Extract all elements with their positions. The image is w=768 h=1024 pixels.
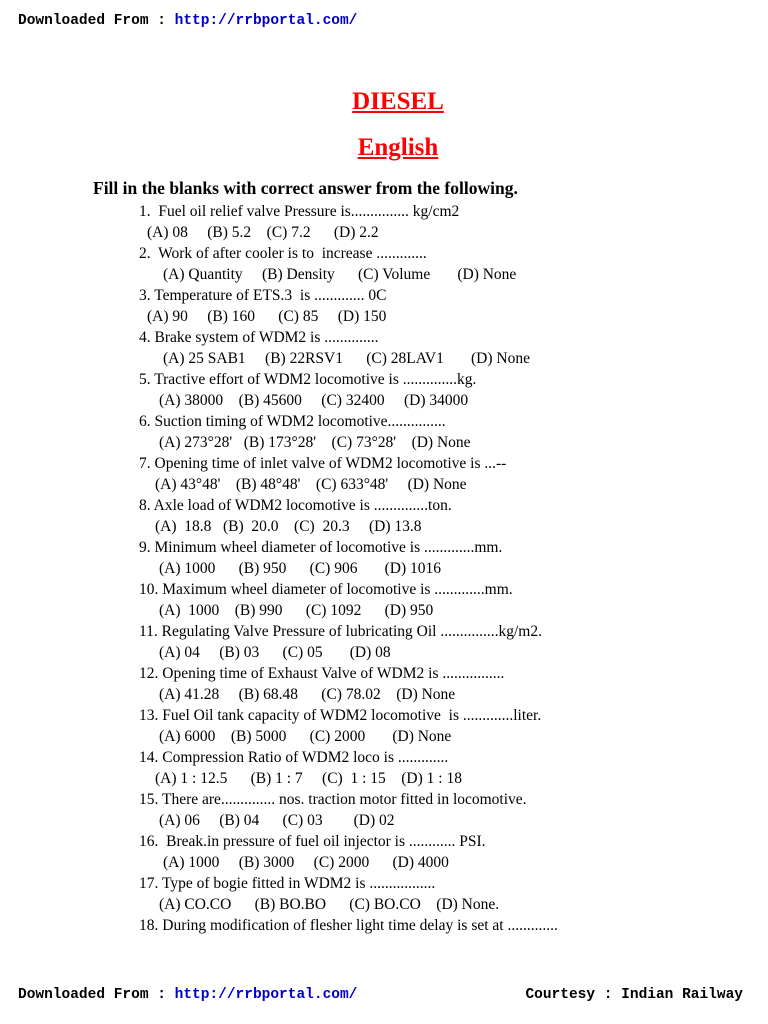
answer-options: (A) 41.28 (B) 68.48 (C) 78.02 (D) None: [159, 686, 456, 703]
answer-options: (A) 273°28' (B) 173°28' (C) 73°28' (D) None: [159, 434, 471, 451]
header-label: Downloaded From :: [18, 13, 175, 29]
question-text: 9. Minimum wheel diameter of locomotive is .............mm.: [139, 539, 503, 556]
answer-options: (A) 1000 (B) 990 (C) 1092 (D) 950: [159, 602, 434, 619]
question-text: 3. Temperature of ETS.3 is ............. 0C: [139, 287, 387, 304]
answer-options: (A) Quantity (B) Density (C) Volume (D) None: [163, 266, 517, 283]
answer-options: (A) 1 : 12.5 (B) 1 : 7 (C) 1 : 15 (D) 1 : 18: [155, 770, 462, 787]
page-footer: [18, 987, 357, 1003]
answer-options: (A) 08 (B) 5.2 (C) 7.2 (D) 2.2: [147, 224, 379, 241]
instruction-heading: Fill in the blanks with correct answer from the following.: [93, 178, 518, 198]
answer-options: (A) 04 (B) 03 (C) 05 (D) 08: [159, 644, 391, 661]
answer-options: (A) 1000 (B) 950 (C) 906 (D) 1016: [159, 560, 441, 577]
question-text: 15. There are.............. nos. traction motor fitted in locomotive.: [139, 791, 527, 808]
question-text: 13. Fuel Oil tank capacity of WDM2 locomotive is .............liter.: [139, 707, 542, 724]
header-url-link[interactable]: http://rrbportal.com/: [174, 13, 358, 29]
page-header: [18, 13, 357, 29]
footer-courtesy: Courtesy : Indian Railway: [525, 987, 743, 1003]
question-text: 18. During modification of flesher light time delay is set at .............: [139, 917, 558, 934]
answer-options: (A) 90 (B) 160 (C) 85 (D) 150: [147, 308, 387, 325]
footer-label: Downloaded From :: [18, 987, 175, 1003]
question-text: 6. Suction timing of WDM2 locomotive...............: [139, 413, 446, 430]
question-text: 14. Compression Ratio of WDM2 loco is .............: [139, 749, 449, 766]
question-text: 12. Opening time of Exhaust Valve of WDM2 is ................: [139, 665, 505, 682]
answer-options: (A) 6000 (B) 5000 (C) 2000 (D) None: [159, 728, 452, 745]
answer-options: (A) 06 (B) 04 (C) 03 (D) 02: [159, 812, 395, 829]
footer-url-link[interactable]: http://rrbportal.com/: [174, 987, 358, 1003]
question-text: 4. Brake system of WDM2 is ..............: [139, 329, 379, 346]
question-text: 8. Axle load of WDM2 locomotive is ..............ton.: [139, 497, 452, 514]
answer-options: (A) 18.8 (B) 20.0 (C) 20.3 (D) 13.8: [155, 518, 422, 535]
answer-options: (A) 25 SAB1 (B) 22RSV1 (C) 28LAV1 (D) None: [163, 350, 530, 367]
question-text: 11. Regulating Valve Pressure of lubricating Oil ...............kg/m2.: [139, 623, 542, 640]
answer-options: (A) 43°48' (B) 48°48' (C) 633°48' (D) None: [155, 476, 467, 493]
question-text: 17. Type of bogie fitted in WDM2 is .................: [139, 875, 436, 892]
question-text: 7. Opening time of inlet valve of WDM2 locomotive is ...--: [139, 455, 507, 472]
question-text: 5. Tractive effort of WDM2 locomotive is ..............kg.: [139, 371, 477, 388]
question-text: 1. Fuel oil relief valve Pressure is............... kg/cm2: [139, 203, 460, 220]
answer-options: (A) 1000 (B) 3000 (C) 2000 (D) 4000: [163, 854, 449, 871]
answer-options: (A) CO.CO (B) BO.BO (C) BO.CO (D) None.: [159, 896, 500, 913]
answer-options: (A) 38000 (B) 45600 (C) 32400 (D) 34000: [159, 392, 469, 409]
document-subtitle: English: [357, 134, 439, 161]
document-title: DIESEL: [352, 88, 444, 115]
question-text: 2. Work of after cooler is to increase .............: [139, 245, 427, 262]
question-text: 10. Maximum wheel diameter of locomotive is .............mm.: [139, 581, 513, 598]
question-text: 16. Break.in pressure of fuel oil injector is ............ PSI.: [139, 833, 486, 850]
